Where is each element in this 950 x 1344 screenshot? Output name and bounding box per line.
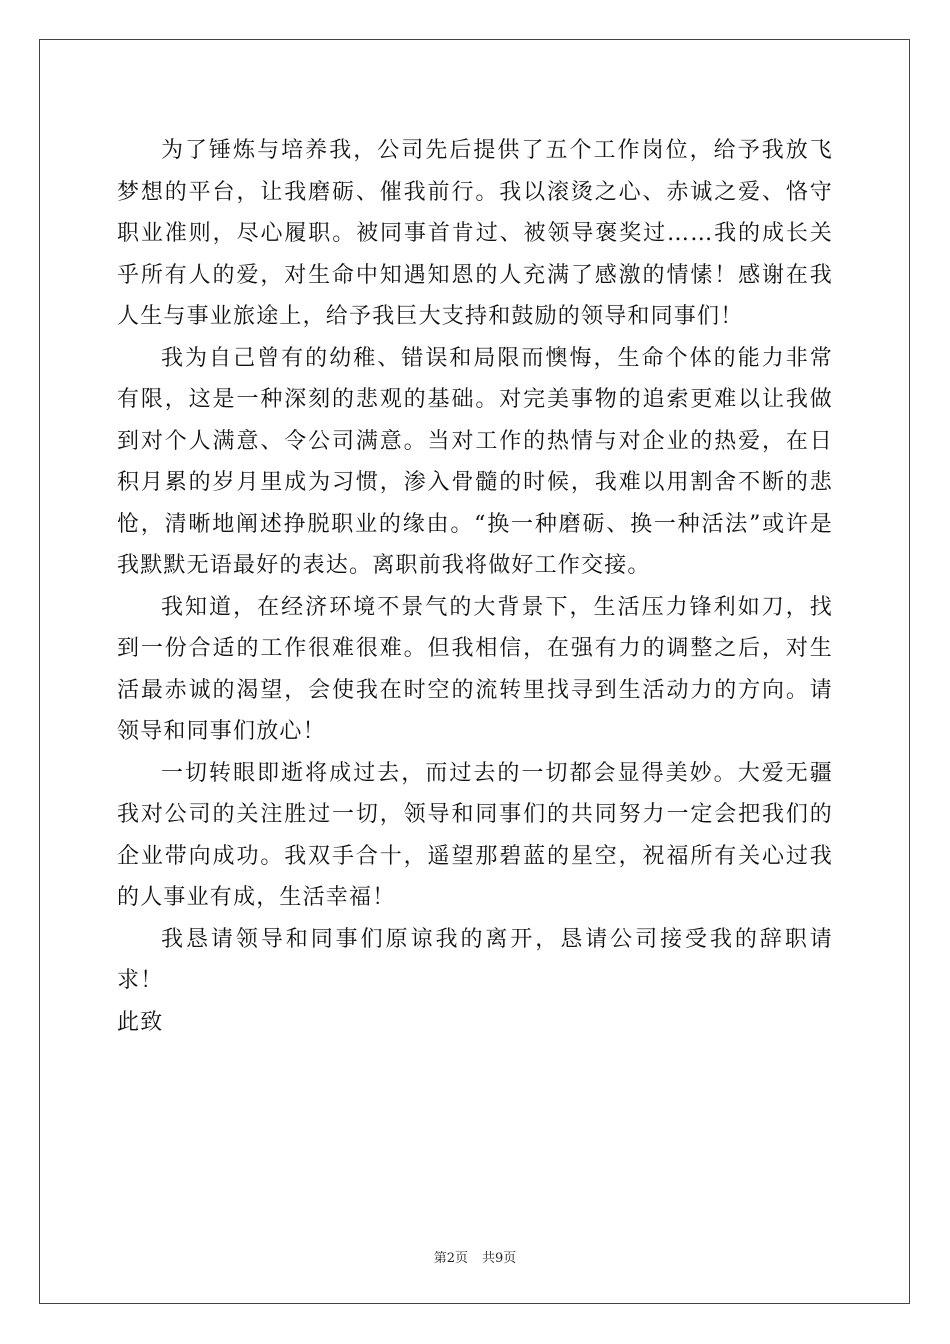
closing-salutation: 此致 [117, 1009, 164, 1035]
paragraph-4: 一切转眼即逝将成过去，而过去的一切都会显得美妙。大爱无疆我对公司的关注胜过一切，领导和同事们的共同努力一定会把我们的企业带向成功。我双手合十，遥望那碧蓝的星空，祝福所有关心过我的人事业有成，生活幸福！ [117, 760, 833, 910]
page-number: 第2页 [433, 1251, 468, 1266]
paragraph-5: 我恳请领导和同事们原谅我的离开，恳请公司接受我的辞职请求！ [117, 926, 833, 993]
paragraph-2: 我为自己曾有的幼稚、错误和局限而懊悔，生命个体的能力非常有限，这是一种深刻的悲观的基础。对完美事物的追索更难以让我做到对个人满意、令公司满意。当对工作的热情与对企业的热爱，在日积月累的岁月里成为习惯，渗入骨髓的时候，我难以用割舍不断的悲怆，清晰地阐述挣脱职业的缘由。“换一种磨砺、换一种活法”或许是我默默无语最好的表达。离职前我将做好工作交接。 [117, 345, 833, 578]
paragraph-1: 为了锤炼与培养我，公司先后提供了五个工作岗位，给予我放飞梦想的平台，让我磨砺、催我前行。我以滚烫之心、赤诚之爱、恪守职业准则，尽心履职。被同事首肯过、被领导褒奖过……我的成长关乎所有人的爱，对生命中知遇知恩的人充满了感激的情愫！感谢在我人生与事业旅途上，给予我巨大支持和鼓励的领导和同事们！ [117, 138, 833, 329]
paragraph-3: 我知道，在经济环境不景气的大背景下，生活压力锋利如刀，找到一份合适的工作很难很难。但我相信，在强有力的调整之后，对生活最赤诚的渴望，会使我在时空的流转里找寻到生活动力的方向。请领导和同事们放心！ [117, 594, 833, 744]
letter-body [117, 130, 833, 1043]
page-total: 共9页 [482, 1251, 517, 1266]
page-footer [0, 1247, 950, 1266]
